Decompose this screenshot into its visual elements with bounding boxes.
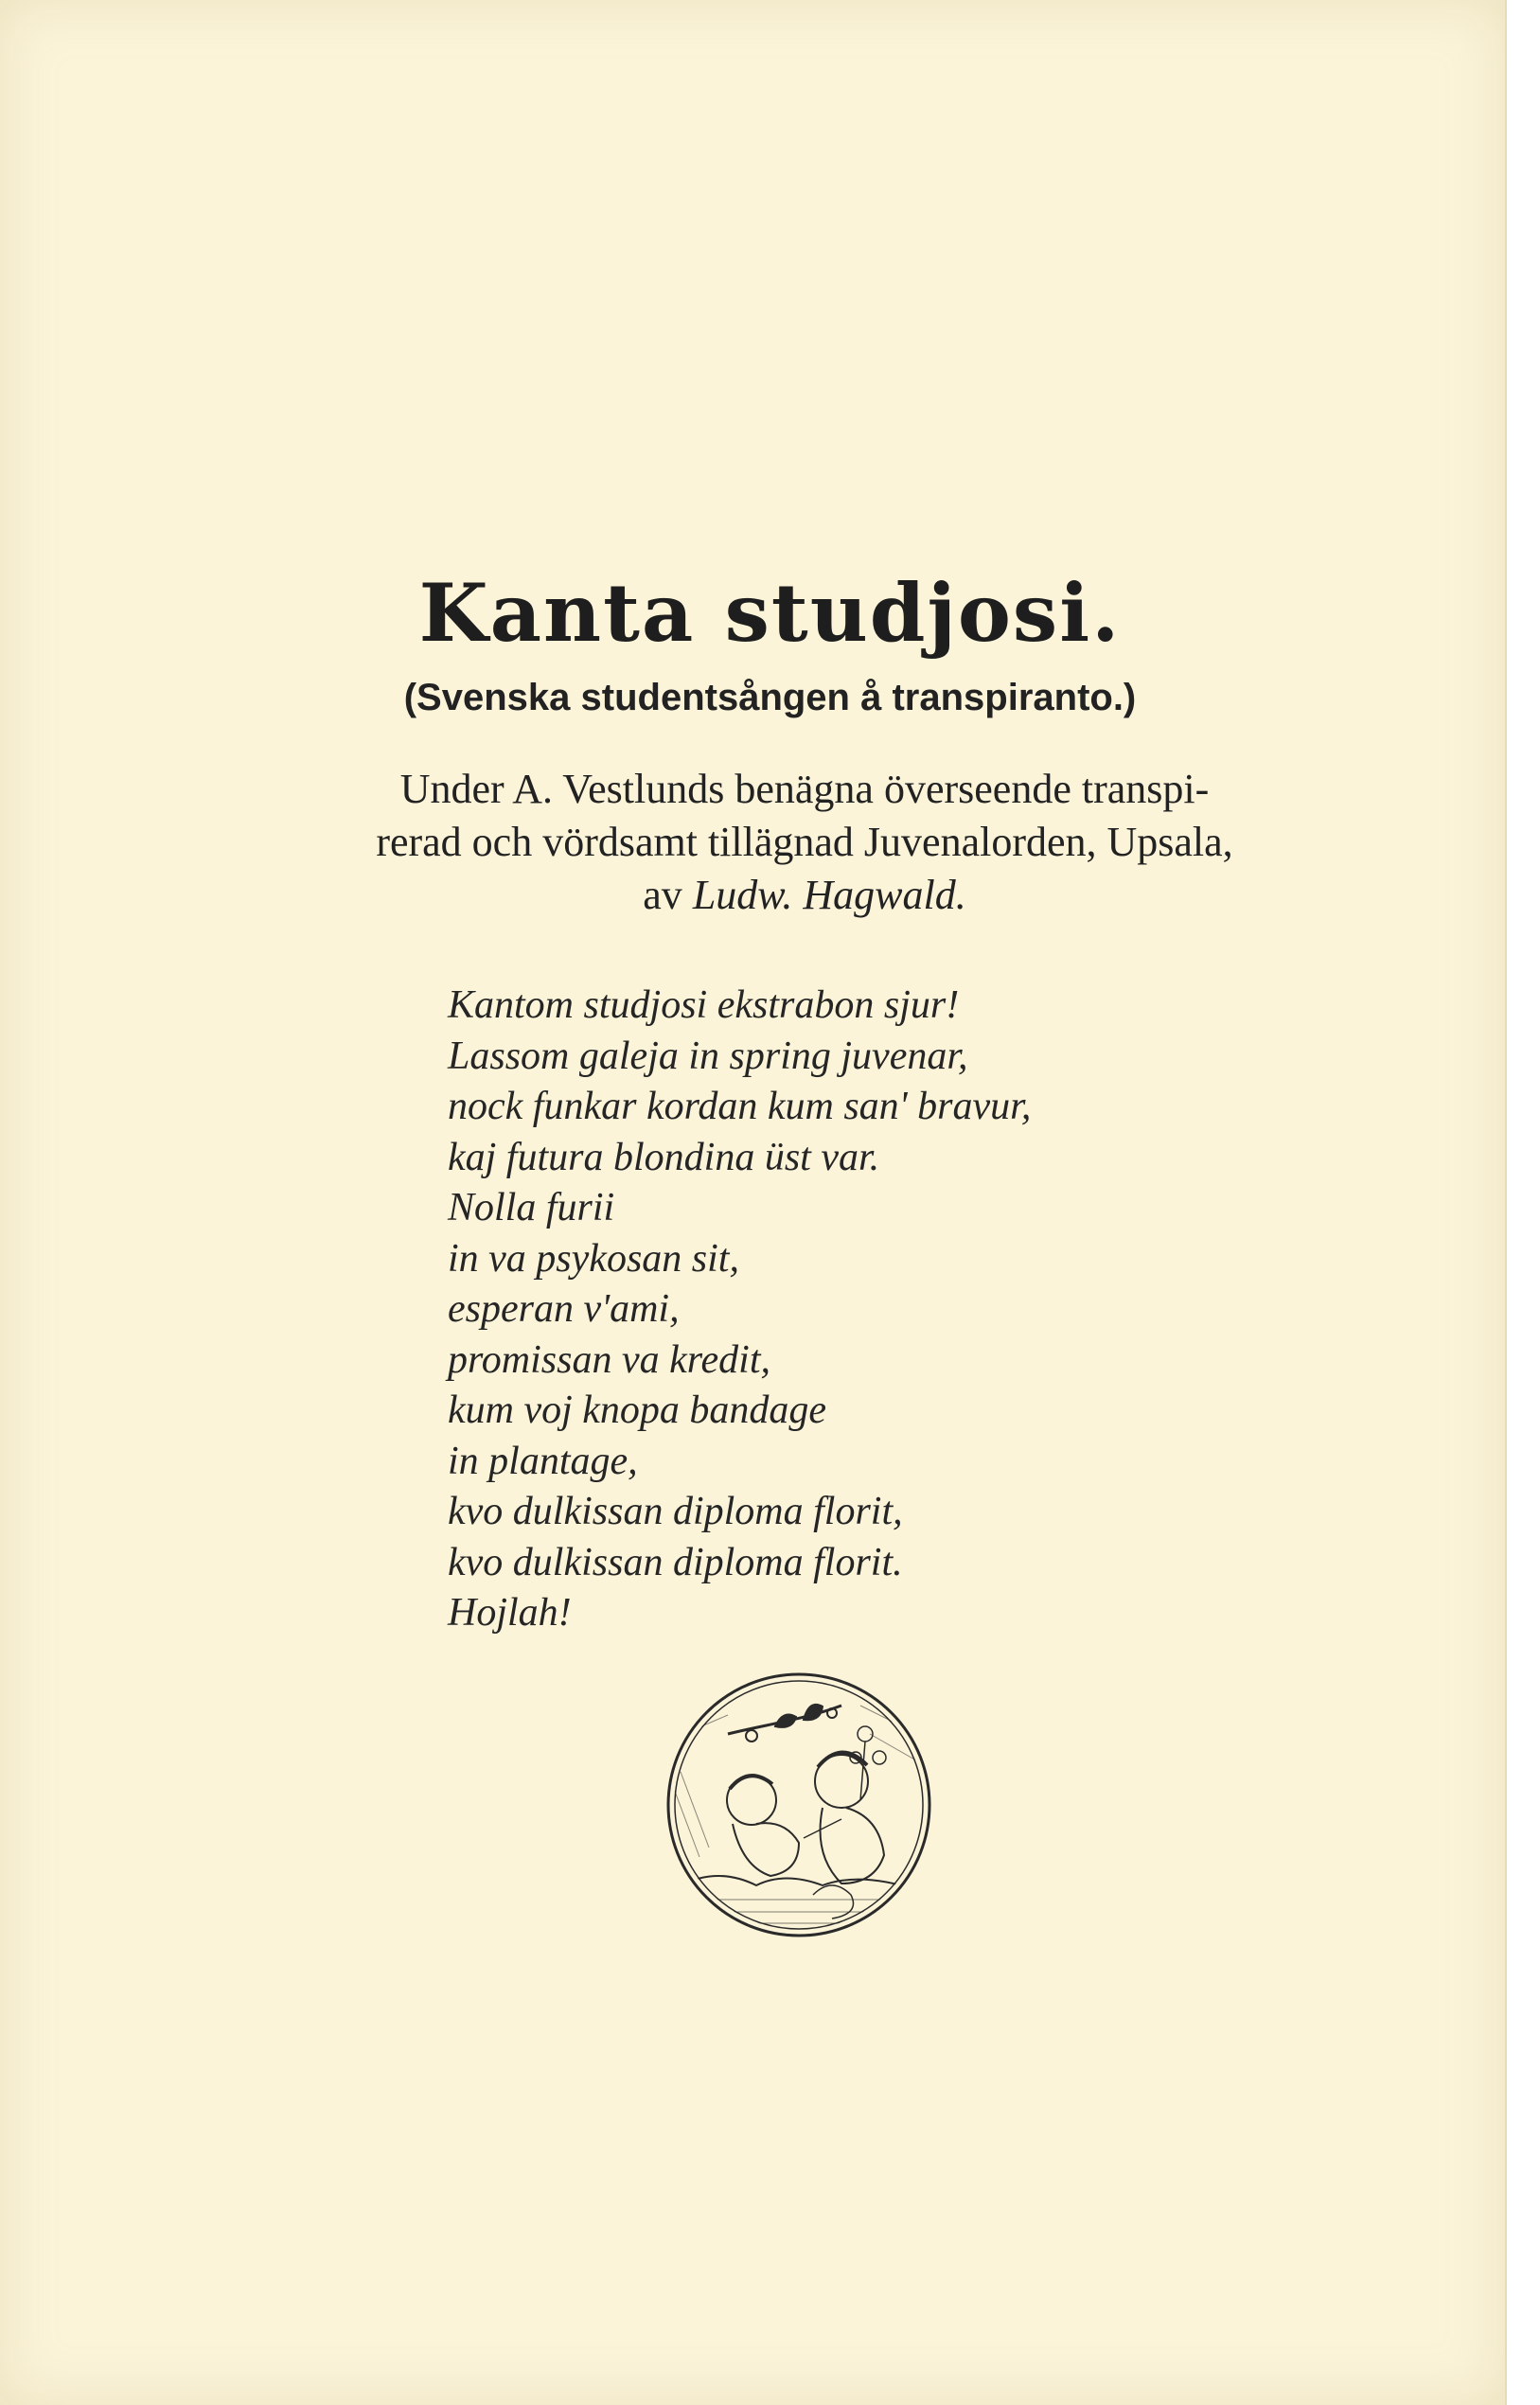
subtitle: (Svenska studentsången å transpiranto.) (403, 677, 1137, 718)
credit-prefix: av (643, 872, 693, 918)
poem-line: Lassom galeja in spring juvenar, (448, 1034, 968, 1078)
credit-line-1: Under A. Vestlunds benägna överseende transpi- (399, 766, 1210, 812)
credit-line-3 (284, 869, 1325, 922)
poem (448, 981, 1031, 1639)
poem-line: kvo dulkissan diploma florit, (448, 1490, 903, 1533)
poem-line: kum voj knopa bandage (448, 1388, 827, 1432)
poem-line: kvo dulkissan diploma florit. (448, 1540, 903, 1584)
poem-line: Kantom studjosi ekstrabon sjur! (448, 983, 960, 1027)
poem-line: in plantage, (448, 1439, 638, 1483)
credit-line-2: rerad och vördsamt tillägnad Juvenalorden, Upsala, (376, 819, 1233, 865)
poem-line: promissan va kredit, (448, 1337, 771, 1382)
poem-line: Nolla furii (448, 1186, 615, 1229)
poem-line: kaj futura blondina üst var. (448, 1135, 880, 1179)
cherubs-vignette-icon (662, 1668, 936, 1942)
poem-line: in va psykosan sit, (448, 1236, 739, 1281)
poem-line: Hojlah! (448, 1591, 572, 1635)
poem-line: nock funkar kordan kum san' bravur, (448, 1085, 1032, 1128)
page-title: Kanta studjosi. (418, 566, 1122, 660)
poem-line: esperan v'ami, (448, 1287, 680, 1331)
credit-block (284, 763, 1325, 922)
author-name: Ludw. Hagwald. (692, 872, 966, 918)
